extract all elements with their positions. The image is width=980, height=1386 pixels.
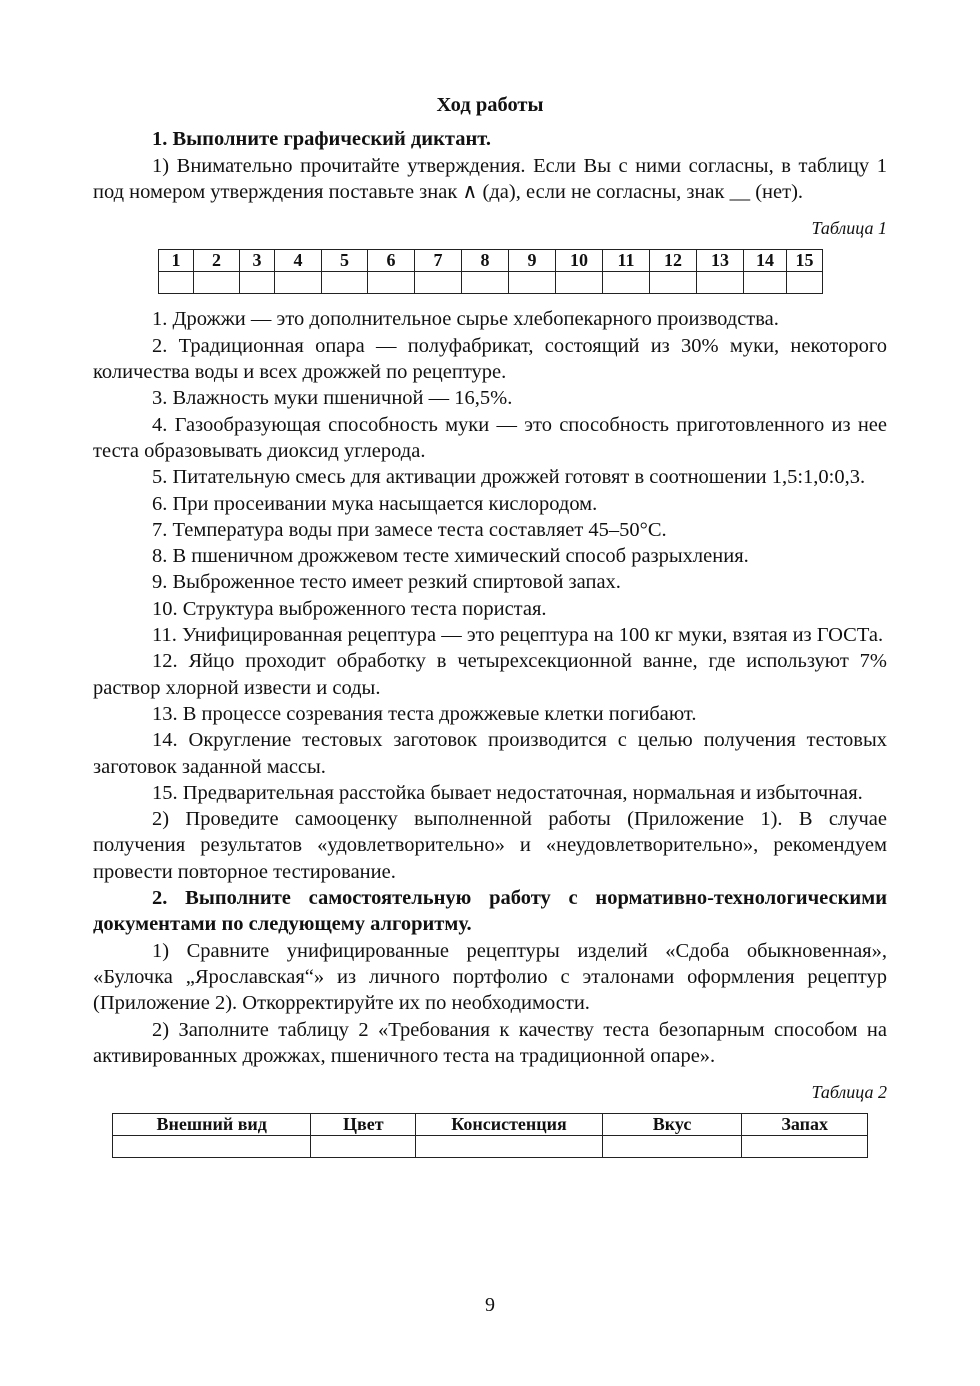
table1-header-cell: 11	[603, 250, 650, 272]
statement: 12. Яйцо проходит обработку в четырехсекционной ванне, где используют 7% раствор хлорной извести и соды.	[93, 650, 887, 699]
statement: 8. В пшеничном дрожжевом тесте химический способ разрыхления.	[152, 545, 749, 568]
statement: 3. Влажность муки пшеничной — 16,5%.	[152, 387, 513, 410]
statement: 7. Температура воды при замесе теста составляет 45–50°С.	[152, 518, 667, 541]
table1-answer-cell[interactable]	[603, 272, 650, 294]
statement: 4. Газообразующая способность муки — это способность приготовленного из нее теста образовывать диоксид углерода.	[93, 413, 887, 462]
table1-answer-cell[interactable]	[509, 272, 556, 294]
table1-header-cell: 13	[697, 250, 744, 272]
table1-caption: Таблица 1	[811, 218, 887, 239]
statement: 14. Округление тестовых заготовок производится с целью получения тестовых заготовок заданной массы.	[93, 729, 887, 778]
statement: 1. Дрожжи — это дополнительное сырье хлебопекарного производства.	[152, 308, 779, 331]
table2-header-cell: Внешний вид	[113, 1114, 311, 1136]
table2-answer-cell[interactable]	[416, 1136, 603, 1158]
table2-answer-cell[interactable]	[311, 1136, 416, 1158]
table1-header-cell: 2	[194, 250, 240, 272]
table2-answer-row	[113, 1136, 868, 1158]
page-title: Ход работы	[436, 94, 544, 116]
table1-answer-cell[interactable]	[194, 272, 240, 294]
table1-header-cell: 9	[509, 250, 556, 272]
table2-caption: Таблица 2	[811, 1082, 887, 1103]
table1-header-cell: 7	[415, 250, 462, 272]
section1-heading: 1. Выполните графический диктант.	[152, 128, 491, 151]
table1-answer-cell[interactable]	[462, 272, 509, 294]
table1-answer-row	[159, 272, 823, 294]
table2-header-cell: Цвет	[311, 1114, 416, 1136]
table2-answer-cell[interactable]	[742, 1136, 868, 1158]
table1-header-cell: 6	[368, 250, 415, 272]
statement: 11. Унифицированная рецептура — это рецептура на 100 кг муки, взятая из ГОСТа.	[152, 624, 884, 647]
table2-header-cell: Консистенция	[416, 1114, 603, 1136]
statement: 2. Традиционная опара — полуфабрикат, состоящий из 30% муки, некоторого количества воды и всех дрожжей по рецептуре.	[93, 334, 887, 384]
table1-header-cell: 5	[322, 250, 368, 272]
statement: 6. При просеивании мука насыщается кислородом.	[152, 492, 598, 515]
page-number: 9	[485, 1294, 495, 1316]
table1	[158, 249, 823, 294]
section1-instruction: 1) Внимательно прочитайте утверждения. Если Вы с ними согласны, в таблицу 1 под номером утверждения поставьте знак ∧ (да), если не согласны, знак __ (нет).	[93, 154, 887, 203]
table2-answer-cell[interactable]	[113, 1136, 311, 1158]
table1-answer-cell[interactable]	[787, 272, 823, 294]
table1-header-cell: 4	[275, 250, 322, 272]
table2	[112, 1113, 868, 1158]
table2-header-cell: Вкус	[602, 1114, 742, 1136]
table1-header-cell: 8	[462, 250, 509, 272]
table1-answer-cell[interactable]	[744, 272, 787, 294]
table2-answer-cell[interactable]	[602, 1136, 742, 1158]
table1-answer-cell[interactable]	[556, 272, 603, 294]
self-assessment: 2) Проведите самооценку выполненной работы (Приложение 1). В случае получения результатов «удовлетворительно» и «неудовлетворительно», рекомендуем провести повторное тестирование.	[93, 808, 887, 883]
section2-step2: 2) Заполните таблицу 2 «Требования к качеству теста безопарным способом на активированных дрожжах, пшеничного теста на традиционной опаре».	[93, 1018, 887, 1067]
table1-answer-cell[interactable]	[650, 272, 697, 294]
table1-header-cell: 14	[744, 250, 787, 272]
table1-answer-cell[interactable]	[697, 272, 744, 294]
table1-answer-cell[interactable]	[322, 272, 368, 294]
table1-header-cell: 3	[240, 250, 275, 272]
table2-header-row	[113, 1114, 868, 1136]
table1-answer-cell[interactable]	[159, 272, 194, 294]
table1-header-row	[159, 250, 823, 272]
table1-header-cell: 12	[650, 250, 697, 272]
table1-answer-cell[interactable]	[275, 272, 322, 294]
statement: 13. В процессе созревания теста дрожжевые клетки погибают.	[152, 702, 697, 725]
table1-header-cell: 1	[159, 250, 194, 272]
table1-header-cell: 10	[556, 250, 603, 272]
page-content	[93, 92, 887, 1158]
statement: 9. Выброженное тесто имеет резкий спиртовой запах.	[152, 571, 621, 594]
statement: 10. Структура выброженного теста пористая.	[152, 597, 547, 620]
table2-header-cell: Запах	[742, 1114, 868, 1136]
statement: 15. Предварительная расстойка бывает недостаточная, нормальная и избыточная.	[152, 781, 863, 804]
section2-step1: 1) Сравните унифицированные рецептуры изделий «Сдоба обыкновенная», «Булочка „Ярославская“» из личного портфолио с эталонами оформления рецептур (Приложение 2). Откорректируйте их по необходимости.	[93, 939, 887, 1015]
statement: 5. Питательную смесь для активации дрожжей готовят в соотношении 1,5:1,0:0,3.	[152, 466, 866, 489]
section2-heading: 2. Выполните самостоятельную работу с нормативно-технологическими документами по следующему алгоритму.	[93, 887, 887, 936]
table1-answer-cell[interactable]	[415, 272, 462, 294]
table1-answer-cell[interactable]	[240, 272, 275, 294]
table1-header-cell: 15	[787, 250, 823, 272]
table1-answer-cell[interactable]	[368, 272, 415, 294]
